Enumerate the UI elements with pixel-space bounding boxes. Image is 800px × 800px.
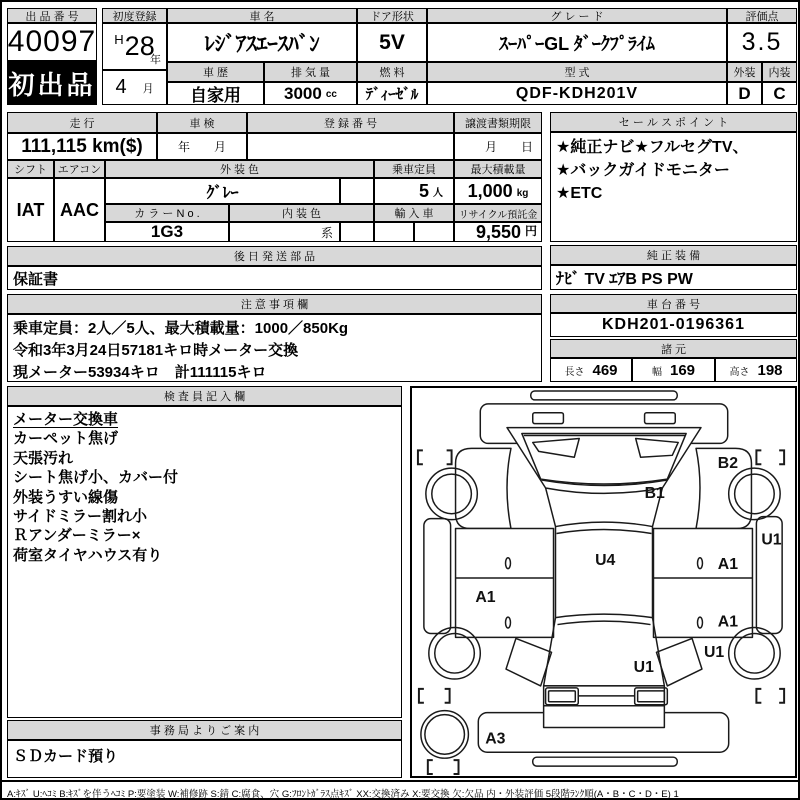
car-name: ﾚｼﾞｱｽｴｰｽﾊﾞﾝ [167, 23, 357, 62]
equipment-header: 純 正 装 備 [550, 245, 797, 265]
admin-value: ＳＤカード預り [7, 740, 402, 778]
notes-content [7, 314, 542, 382]
transfer-header: 譲渡書類期限 [454, 112, 542, 133]
recycle-value: 9,550 円 [454, 222, 542, 242]
interior-grade: C [762, 82, 797, 105]
import-value-right [414, 222, 454, 242]
sales-points-content [550, 132, 797, 242]
notes-header: 注 意 事 項 欄 [7, 294, 542, 314]
specs-header: 諸 元 [550, 339, 797, 358]
inspector-line: メーター交換車 [13, 411, 119, 428]
sales-point-line: ★バックガイドモニター [556, 162, 730, 179]
model-header: 型 式 [427, 62, 727, 82]
later-parts-value: 保証書 [7, 266, 542, 290]
recycle-header: リサイクル預託金 [454, 204, 542, 222]
door-shape: 5V [357, 23, 427, 62]
inspector-line: サイドミラー割れ小 [13, 508, 147, 526]
auction-no-header: 出 品 番 号 [7, 8, 97, 23]
displacement-unit: cc [325, 89, 337, 100]
int-color-header: 内 装 色 [229, 204, 374, 222]
displacement: 3000 cc [264, 82, 357, 105]
inspector-line: 外装うすい線傷 [13, 488, 119, 506]
car-outline-diagram [412, 388, 795, 776]
max-load-header: 最大積載量 [454, 160, 542, 178]
color-no-value: 1G3 [105, 222, 229, 242]
inspection-value: 年 月 [157, 133, 247, 160]
transfer-value: 月 日 [454, 133, 542, 160]
import-value-left [374, 222, 414, 242]
damage-marker: B2 [717, 455, 739, 473]
ext-color-value: ｸﾞﾚｰ [105, 178, 340, 204]
length-label: 長さ [564, 366, 585, 378]
exterior-grade: D [727, 82, 762, 105]
damage-marker: A1 [717, 613, 739, 631]
notes-line: 現メーター53934キロ 計111115キロ [13, 364, 267, 381]
spec-length: 長さ 469 [550, 358, 632, 382]
ext-color-blank-cell [340, 178, 374, 204]
score-header: 評価点 [727, 8, 797, 23]
chassis-value: KDH201-0196361 [550, 313, 797, 337]
first-reg-month: 4 月 [102, 70, 167, 105]
grade: ｽｰﾊﾟｰGL ﾀﾞｰｸﾌﾟﾗｲﾑ [427, 23, 727, 62]
notes-line: 令和3年3月24日57181キロ時メーター交換 [13, 342, 299, 359]
sales-point-line: ★純正ナビ★フルセグTV、 [556, 139, 749, 156]
mileage-value: 111,115 km($) [7, 133, 157, 160]
first-reg-era: H [114, 32, 124, 47]
history: 自家用 [167, 82, 264, 105]
inspector-line: シート焦げ小、カバー付 [13, 469, 179, 487]
inspector-line: カーペット焦げ [13, 430, 119, 448]
admin-header: 事 務 局 よ り ご 案 内 [7, 720, 402, 740]
fuel-header: 燃 料 [357, 62, 427, 82]
damage-marker: U4 [595, 552, 616, 570]
mileage-header: 走 行 [7, 112, 157, 133]
inspector-line: 天張汚れ [13, 449, 74, 467]
aircon-value: AAC [54, 178, 105, 242]
chassis-header: 車 台 番 号 [550, 294, 797, 313]
year-suffix: 年 [150, 54, 161, 66]
width-label: 幅 [651, 366, 662, 378]
shift-header: シフト [7, 160, 54, 178]
sales-point-line: ★ETC [556, 185, 603, 202]
model-code: QDF-KDH201V [427, 82, 727, 105]
spec-width: 幅 169 [632, 358, 715, 382]
history-header: 車 歴 [167, 62, 264, 82]
reg-no-header: 登 録 番 号 [247, 112, 454, 133]
displacement-header: 排 気 量 [264, 62, 357, 82]
damage-marker: U1 [633, 659, 654, 677]
later-parts-header: 後 日 発 送 部 品 [7, 246, 542, 266]
inspector-line: 荷室タイヤハウス有り [13, 546, 163, 564]
capacity-unit: 人 [433, 188, 443, 199]
damage-diagram [410, 386, 797, 778]
legend-key: A:ｷｽﾞ U:ﾍｺﾐ B:ｷｽﾞを伴うﾍｺﾐ P:要塗装 W:補修跡 S:錆 C:腐食、穴 G:ﾌﾛﾝﾄｶﾞﾗｽ点ｷｽﾞ XX:交換済み X:要交換 欠:欠品 内・外装評価 5段階ﾗﾝｸ順(A・B・C・D・E) 1 [2, 780, 800, 800]
equipment-value: ﾅﾋﾞ TV ｴｱB PS PW [550, 265, 797, 290]
door-header: ドア形状 [357, 8, 427, 23]
sales-points-header: セ ー ル ス ポ イ ン ト [550, 112, 797, 132]
damage-marker: A3 [485, 730, 506, 748]
capacity-header: 乗車定員 [374, 160, 454, 178]
height-label: 高さ [729, 366, 750, 378]
reg-no-value [247, 133, 454, 160]
inspection-header: 車 検 [157, 112, 247, 133]
int-color-blank-cell [340, 222, 374, 242]
damage-marker: B1 [644, 484, 665, 502]
ext-color-header: 外 装 色 [105, 160, 374, 178]
month-suffix: 月 [142, 82, 154, 95]
color-no-header: カ ラ ー N o . [105, 204, 229, 222]
import-header: 輸 入 車 [374, 204, 454, 222]
aircon-header: エアコン [54, 160, 105, 178]
max-load-unit: kg [516, 188, 529, 199]
damage-marker: U1 [703, 644, 725, 662]
auction-no: 40097 [7, 23, 97, 61]
evaluation-score: 3.5 [727, 23, 797, 62]
fuel: ﾃﾞｨｰｾﾞﾙ [357, 82, 427, 105]
damage-marker: A1 [475, 588, 496, 606]
inspector-line: Ｒアンダーミラー× [13, 527, 141, 545]
exterior-header: 外装 [727, 62, 762, 82]
spec-height: 高さ 198 [715, 358, 797, 382]
recycle-unit: 円 [524, 224, 537, 238]
damage-marker: U1 [761, 531, 782, 549]
shift-value: IAT [7, 178, 54, 242]
car-name-header: 車 名 [167, 8, 357, 23]
notes-line: 乗車定員：2人／5人、最大積載量：1000／850Kg [13, 320, 349, 337]
inspector-header: 検 査 員 記 入 欄 [7, 386, 402, 406]
first-reg-header: 初度登録 [102, 8, 167, 23]
grade-header: グ レ ー ド [427, 8, 727, 23]
first-reg-year: H 28 年 [102, 23, 167, 70]
max-load-value: 1,000 kg [454, 178, 542, 204]
capacity-value: 5 人 [374, 178, 454, 204]
damage-marker: A1 [717, 556, 739, 574]
interior-header: 内装 [762, 62, 797, 82]
first-listing-badge: 初出品 [7, 61, 97, 105]
int-color-value: 系 [229, 222, 340, 242]
inspector-content [7, 406, 402, 718]
